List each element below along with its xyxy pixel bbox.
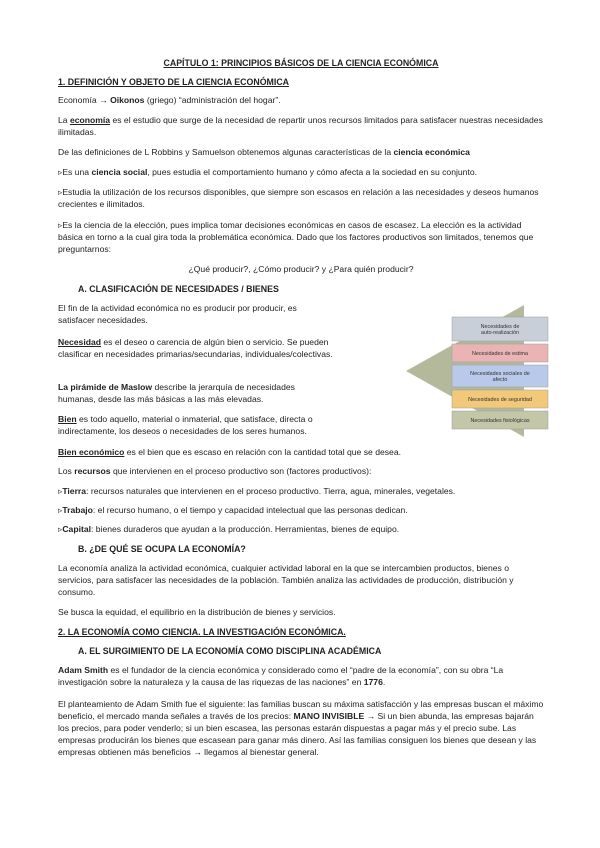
paragraph-robbins: De las definiciones de L Robbins y Samuelson obtenemos algunas características de la ciencia económica: [58, 147, 470, 157]
pyramid-layer-label: Necesidades de auto-realización: [480, 323, 520, 337]
paragraph-equidad: Se busca la equidad, el equilibrio en la distribución de bienes y servicios.: [58, 607, 336, 617]
paragraph-definition: La economía es el estudio que surge de la necesidad de repartir unos recursos limitados para satisfacer nuestras necesidades ilimitadas.: [58, 115, 543, 137]
pyramid-layer-label: Necesidades de seguridad: [468, 397, 532, 403]
bullet-recursos: ▹Estudia la utilización de los recursos disponibles, que siempre son escasos en relación a las necesidades y deseos humanos crecientes e ilimitados.: [58, 187, 539, 209]
section-1-heading: 1. DEFINICIÓN Y OBJETO DE LA CIENCIA ECONÓMICA: [58, 77, 290, 87]
subsection-a2-heading: A. EL SURGIMIENTO DE LA ECONOMÍA COMO DISCIPLINA ACADÉMICA: [78, 646, 382, 656]
subsection-a-heading: A. CLASIFICACIÓN DE NECESIDADES / BIENES: [78, 284, 279, 294]
bullet-eleccion: ▹Es la ciencia de la elección, pues implica tomar decisiones económicas en casos de escasez. La elección es la actividad básica en torno a la cual gira toda la problemática económica. Dado que los factores productivos son limitados, tenemos que preguntarnos:: [58, 220, 534, 254]
paragraph-fin: El fin de la actividad económica no es producir por producir, es satisfacer necesidades.: [58, 303, 297, 325]
paragraph-bien-economico: Bien económico es el bien que es escaso en relación con la cantidad total que se desea.: [58, 447, 401, 457]
factor-tierra: ▹Tierra: recursos naturales que intervienen en el proceso productivo. Tierra, agua, minerales, vegetales.: [58, 486, 456, 496]
subsection-b-heading: B. ¿DE QUÉ SE OCUPA LA ECONOMÍA?: [78, 544, 246, 554]
questions-line: ¿Qué producir?, ¿Cómo producir? y ¿Para quién producir?: [188, 264, 414, 274]
paragraph-planteamiento: El planteamiento de Adam Smith fue el siguiente: las familias buscan su máxima satisfacción y las empresas buscan el máximo beneficio, el mercado manda señales a través de los precios: MANO INVISIBLE → Si un bien abunda, las empresas bajarán los precios, para poder venderlo; si un bien escasea, las personas estarán dispuestas a pagar más y el precio sube. Las empresas producirán los bienes que escasean para ganar más dinero. Así las familias consiguen los bienes que desean y las empresas obtienen más beneficios → llegamos al bienestar general.: [58, 699, 544, 757]
pyramid-layer-label: Necesidades fisiológicas: [470, 418, 530, 424]
bullet-ciencia-social: ▹Es una ciencia social, pues estudia el comportamiento humano y cómo afecta a la sociedad en su conjunto.: [58, 167, 478, 177]
factor-trabajo: ▹Trabajo: el recurso humano, o el tiempo y capacidad intelectual que las personas dedican.: [58, 505, 408, 515]
paragraph-recursos: Los recursos que intervienen en el proceso productivo son (factores productivos):: [58, 466, 372, 476]
paragraph-oikonos: Economía → Oikonos (griego) “administración del hogar”.: [58, 95, 281, 105]
paragraph-necesidad: Necesidad es el deseo o carencia de algún bien o servicio. Se pueden clasificar en necesidades primarias/secundarias, individuales/colectivas.: [58, 337, 333, 359]
paragraph-adam-smith: Adam Smith es el fundador de la ciencia económica y considerado como el “padre de la economía”, con su obra “La investigación sobre la naturaleza y la causa de las riquezas de las naciones” en 1776.: [58, 665, 504, 687]
paragraph-bien: Bien es todo aquello, material o inmaterial, que satisface, directa o indirectamente, los deseos o necesidades de los seres humanos.: [58, 414, 313, 436]
pyramid-layer-label: Necesidades sociales de afecto: [470, 370, 530, 384]
pyramid-layer-label: Necesidades de estima: [471, 351, 529, 357]
paragraph-analiza: La economía analiza la actividad económica, cualquier actividad laboral en la que se intercambien productos, bienes o servicios, para satisfacer las necesidades de la población. También analiza las actividades de producción, distribución y consumo.: [58, 563, 514, 597]
maslow-pyramid: [406, 305, 554, 437]
factor-capital: ▹Capital: bienes duraderos que ayudan a la producción. Herramientas, bienes de equipo.: [58, 524, 400, 534]
paragraph-maslow: La pirámide de Maslow describe la jerarquía de necesidades humanas, desde las más básicas a las más elevadas.: [58, 382, 295, 404]
section-2-heading: 2. LA ECONOMÍA COMO CIENCIA. LA INVESTIGACIÓN ECONÓMICA.: [58, 627, 346, 637]
maslow-pyramid-graphic: [406, 305, 554, 437]
page-title: CAPÍTULO 1: PRINCIPIOS BÁSICOS DE LA CIENCIA ECONÓMICA: [163, 58, 439, 68]
